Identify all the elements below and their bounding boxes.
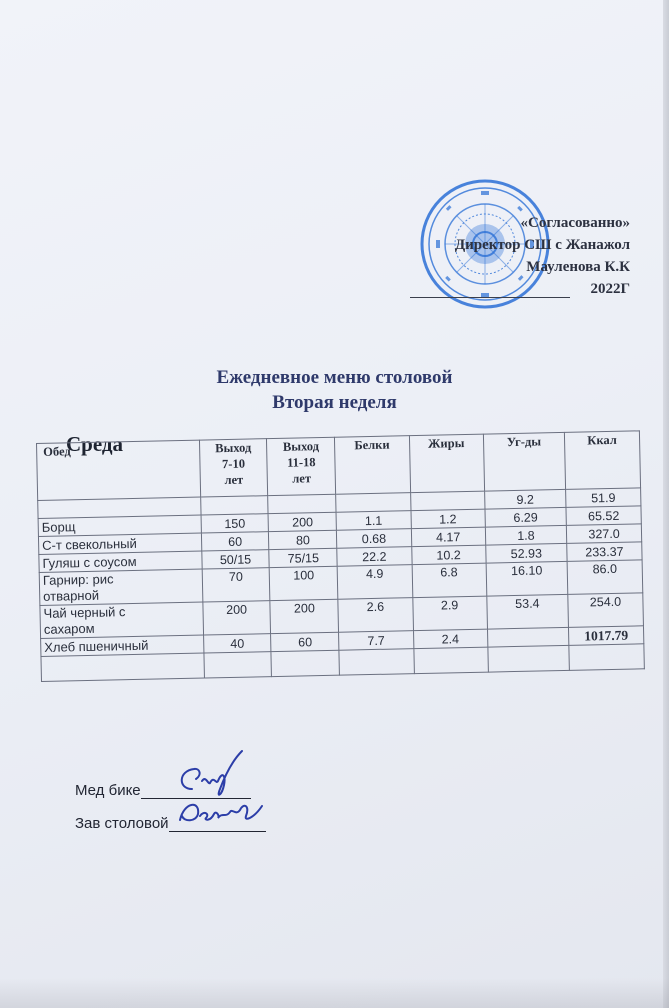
cell-kcal: 327.0: [566, 524, 641, 544]
cell-name: Чай черный с сахаром: [40, 602, 203, 638]
cell-carbs: 1.8: [485, 525, 567, 545]
cell-carbs: 6.29: [485, 507, 567, 527]
canteen-label: Зав столовой: [75, 815, 169, 832]
canteen-signature-icon: [170, 792, 270, 832]
menu-table: [36, 430, 645, 682]
cell-protein: 7.7: [339, 631, 414, 651]
cell-fat: 6.8: [412, 563, 487, 598]
page-title: Ежедневное меню столовой: [216, 367, 453, 388]
cell-kcal: 51.9: [566, 488, 641, 508]
med-label: Мед бике: [75, 782, 141, 799]
cell-kcal: 254.0: [568, 593, 644, 628]
page-edge: [663, 0, 669, 1008]
cell-protein: 22.2: [337, 547, 412, 567]
page-bottom-shadow: [0, 978, 669, 1008]
cell-out1: [200, 496, 268, 515]
cell-protein: [336, 493, 411, 513]
empty-cell: [413, 647, 488, 674]
cell-fat: 10.2: [411, 545, 486, 565]
cell-name: С-т свекольный: [38, 533, 201, 554]
cell-name: Гарнир: рис отварной: [39, 569, 202, 605]
cell-out1: 70: [202, 568, 271, 602]
approval-block: [400, 185, 650, 315]
cell-out1: 50/15: [201, 550, 269, 569]
cell-kcal: 86.0: [567, 560, 643, 595]
cell-protein: 1.1: [336, 511, 411, 531]
cell-carbs: 9.2: [484, 489, 566, 509]
empty-cell: [569, 644, 644, 671]
day-label: Среда: [66, 432, 124, 456]
header-carbs: Уг-ды: [483, 432, 565, 491]
cell-name: Борщ: [38, 515, 201, 536]
cell-name: Гуляш с соусом: [39, 551, 202, 572]
header-fat: Жиры: [409, 434, 484, 493]
empty-cell: [204, 652, 272, 678]
cell-fat: 1.2: [410, 509, 485, 529]
cell-protein: 4.9: [337, 565, 412, 600]
header-output-7-10: Выход 7-10 лет: [199, 439, 268, 497]
empty-cell: [339, 649, 414, 676]
cell-fat: 4.17: [411, 527, 486, 547]
cell-out2: 200: [268, 512, 336, 531]
cell-carbs: 52.93: [486, 543, 568, 563]
cell-protein: 2.6: [338, 598, 413, 633]
page-subtitle: Вторая неделя: [272, 392, 397, 413]
cell-out1: 60: [201, 532, 269, 551]
cell-kcal-total: 1017.79: [569, 626, 644, 646]
cell-out1: 150: [201, 514, 269, 533]
cell-protein: 0.68: [337, 529, 412, 549]
approval-line-4: 2022Г: [590, 281, 630, 297]
cell-fat: 2.9: [412, 596, 487, 631]
cell-kcal: 65.52: [566, 506, 641, 526]
header-name: Обед: [37, 440, 201, 500]
cell-out2: [268, 494, 336, 513]
cell-kcal: 233.37: [567, 542, 642, 562]
header-protein: Белки: [335, 436, 410, 495]
cell-out2: 75/15: [269, 548, 337, 567]
cell-out2: 60: [271, 632, 339, 651]
approval-line-3: Мауленова К.К: [526, 259, 630, 275]
approval-line-1: «Согласованно»: [520, 215, 630, 231]
cell-carbs: [487, 627, 569, 647]
empty-cell: [488, 645, 570, 672]
cell-out2: 200: [270, 599, 339, 633]
cell-out2: 80: [269, 530, 337, 549]
header-output-11-18: Выход 11-18 лет: [267, 437, 336, 495]
cell-out1: 40: [203, 634, 271, 653]
empty-cell: [41, 653, 204, 681]
cell-fat: 2.4: [413, 629, 488, 649]
cell-out2: 100: [270, 566, 339, 600]
cell-out1: 200: [203, 601, 272, 635]
cell-carbs: 53.4: [487, 594, 569, 629]
cell-name: Хлеб пшеничный: [41, 635, 204, 656]
approval-line-2: Директор СШ с Жанажол: [454, 237, 630, 253]
empty-cell: [271, 650, 339, 676]
cell-fat: [410, 491, 485, 511]
header-kcal: Ккал: [564, 431, 640, 490]
approval-signature-line: [410, 297, 570, 298]
cell-carbs: 16.10: [486, 561, 568, 596]
